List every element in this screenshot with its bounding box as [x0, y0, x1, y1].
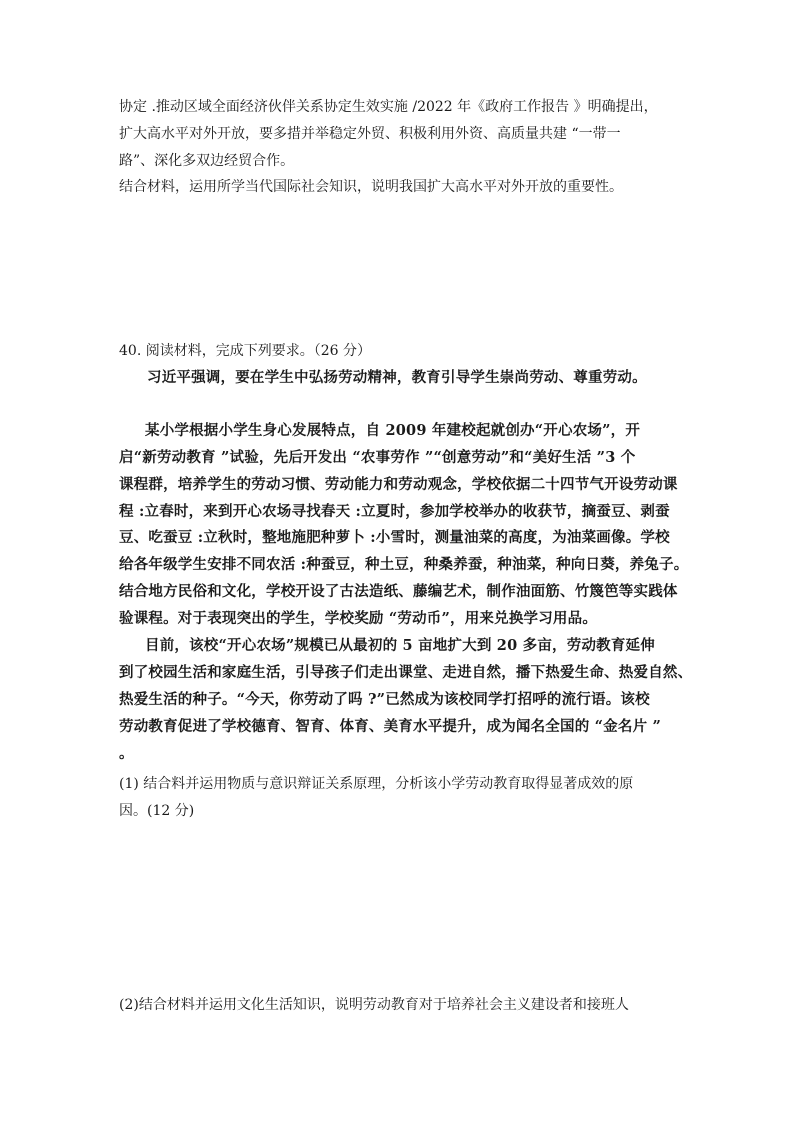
material-line: 结合地方民俗和文化，学校开设了古法造纸、藤编艺术，制作油面筋、竹篾笆等实践体 [119, 583, 678, 600]
material-line: 某小学根据小学生身心发展特点，自 2009 年建校起就创办“开心农场”，开 [145, 422, 641, 439]
text-line: 路”、深化多双边经贸合作。 [119, 153, 295, 169]
text-line: 协定 .推动区域全面经济伙伴关系协定生效实施 /2022 年《政府工作报告 》明确提出， [119, 99, 658, 115]
material-line: 给各年级学生安排不同农活 :种蚕豆，种土豆，种桑养蚕，种油菜，种向日葵，养兔子。 [119, 556, 689, 573]
material-line: 目前，该校“开心农场”规模已从最初的 5 亩地扩大到 20 多亩，劳动教育延伸 [145, 637, 655, 654]
material-line: 热爱生活的种子。“今天，你劳动了吗 ?”已然成为该校同学打招呼的流行语。该校 [119, 691, 650, 708]
sub-question-2: (2)结合材料并运用文化生活知识，说明劳动教育对于培养社会主义建设者和接班人 [119, 997, 629, 1013]
material-line: 劳动教育促进了学校德育、智育、体育、美育水平提升，成为闻名全国的 “金名片 ” [119, 718, 662, 735]
material-line: 课程群，培养学生的劳动习惯、劳动能力和劳动观念，学校依据二十四节气开设劳动课 [119, 476, 678, 493]
sub-question-1: 因。(12 分) [119, 803, 195, 819]
material-quote: 习近平强调，要在学生中弘扬劳动精神，教育引导学生崇尚劳动、尊重劳动。 [147, 369, 647, 386]
text-line: 扩大高水平对外开放，要多措并举稳定外贸、积极利用外资、高质量共建 “一带一 [119, 126, 621, 142]
material-line: 启“新劳动教育 ”试验，先后开发出 “农事劳作 ”“创意劳动”和“美好生活 ”3 个 [119, 449, 636, 466]
question-heading: 40. 阅读材料，完成下列要求。（26 分） [119, 343, 371, 359]
material-line: 到了校园生活和家庭生活，引导孩子们走出课堂、走进自然，播下热爱生命、热爱自然、 [119, 664, 693, 681]
question-prompt: 结合材料，运用所学当代国际社会知识，说明我国扩大高水平对外开放的重要性。 [119, 179, 623, 195]
material-line: 验课程。对于表现突出的学生，学校奖励 “劳动币”，用来兑换学习用品。 [119, 610, 598, 627]
material-line: 程 :立春时，来到开心农场寻找春天 :立夏时，参加学校举办的收获节，摘蚕豆、剥蚕 [119, 503, 670, 520]
material-line: 。 [119, 745, 134, 762]
sub-question-1: (1) 结合料并运用物质与意识辩证关系原理，分析该小学劳动教育取得显著成效的原 [119, 776, 634, 792]
material-line: 豆、吃蚕豆 :立秋时，整地施肥种萝卜 :小雪时，测量油菜的高度，为油菜画像。学校 [119, 529, 670, 546]
